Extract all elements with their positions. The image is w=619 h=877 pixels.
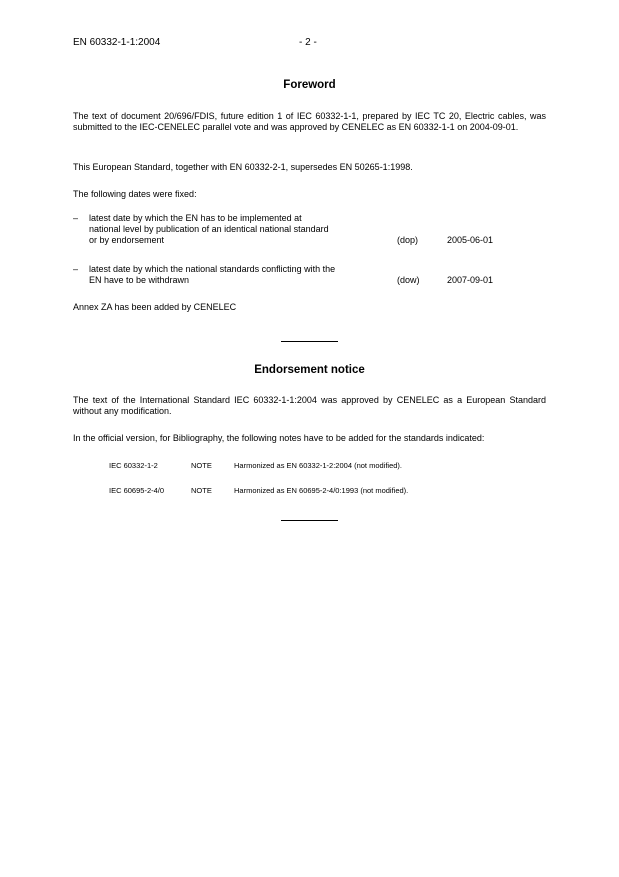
doc-id: EN 60332-1-1:2004 [73, 37, 161, 48]
note-text: Harmonized as EN 60695-2-4/0:1993 (not modified). [234, 486, 409, 495]
date-item-code: (dow) [397, 275, 420, 285]
annex-note: Annex ZA has been added by CENELEC [73, 302, 237, 312]
date-item-text: latest date by which the EN has to be implemented at national level by publication of an identical national standard or by endorsement [89, 213, 329, 245]
page-number: - 2 - [299, 37, 317, 48]
endorsement-title: Endorsement notice [254, 364, 365, 376]
note-standard: IEC 60695-2-4/0 [109, 486, 165, 495]
date-item-date: 2007-09-01 [447, 275, 494, 285]
date-item-bullet: – [73, 213, 79, 223]
date-item-text: latest date by which the national standards conflicting with the EN have to be withdrawn [89, 264, 336, 285]
section-divider [281, 520, 338, 521]
foreword-paragraph-2: This European Standard, together with EN 60332-2-1, supersedes EN 50265-1:1998. [73, 162, 413, 172]
note-label: NOTE [191, 486, 212, 495]
foreword-paragraph-3: The following dates were fixed: [73, 189, 197, 199]
note-text: Harmonized as EN 60332-1-2:2004 (not modified). [234, 461, 403, 470]
foreword-title: Foreword [283, 79, 336, 91]
note-standard: IEC 60332-1-2 [109, 461, 158, 470]
note-label: NOTE [191, 461, 212, 470]
section-divider [281, 341, 338, 342]
date-item-date: 2005-06-01 [447, 235, 494, 245]
endorsement-paragraph-1: The text of the International Standard IEC 60332-1-1:2004 was approved by CENELEC as a European Standard without any modification. [73, 395, 546, 416]
foreword-paragraph-1: The text of document 20/696/FDIS, future edition 1 of IEC 60332-1-1, prepared by IEC TC 20, Electric cables, was submitted to the IEC-CENELEC parallel vote and was approved by CENELEC as EN 60332-1-1 on 2004-09-01. [73, 111, 546, 132]
endorsement-paragraph-2: In the official version, for Bibliography, the following notes have to be added for the standards indicated: [73, 433, 485, 443]
date-item-code: (dop) [397, 235, 419, 245]
date-item-bullet: – [73, 264, 79, 274]
